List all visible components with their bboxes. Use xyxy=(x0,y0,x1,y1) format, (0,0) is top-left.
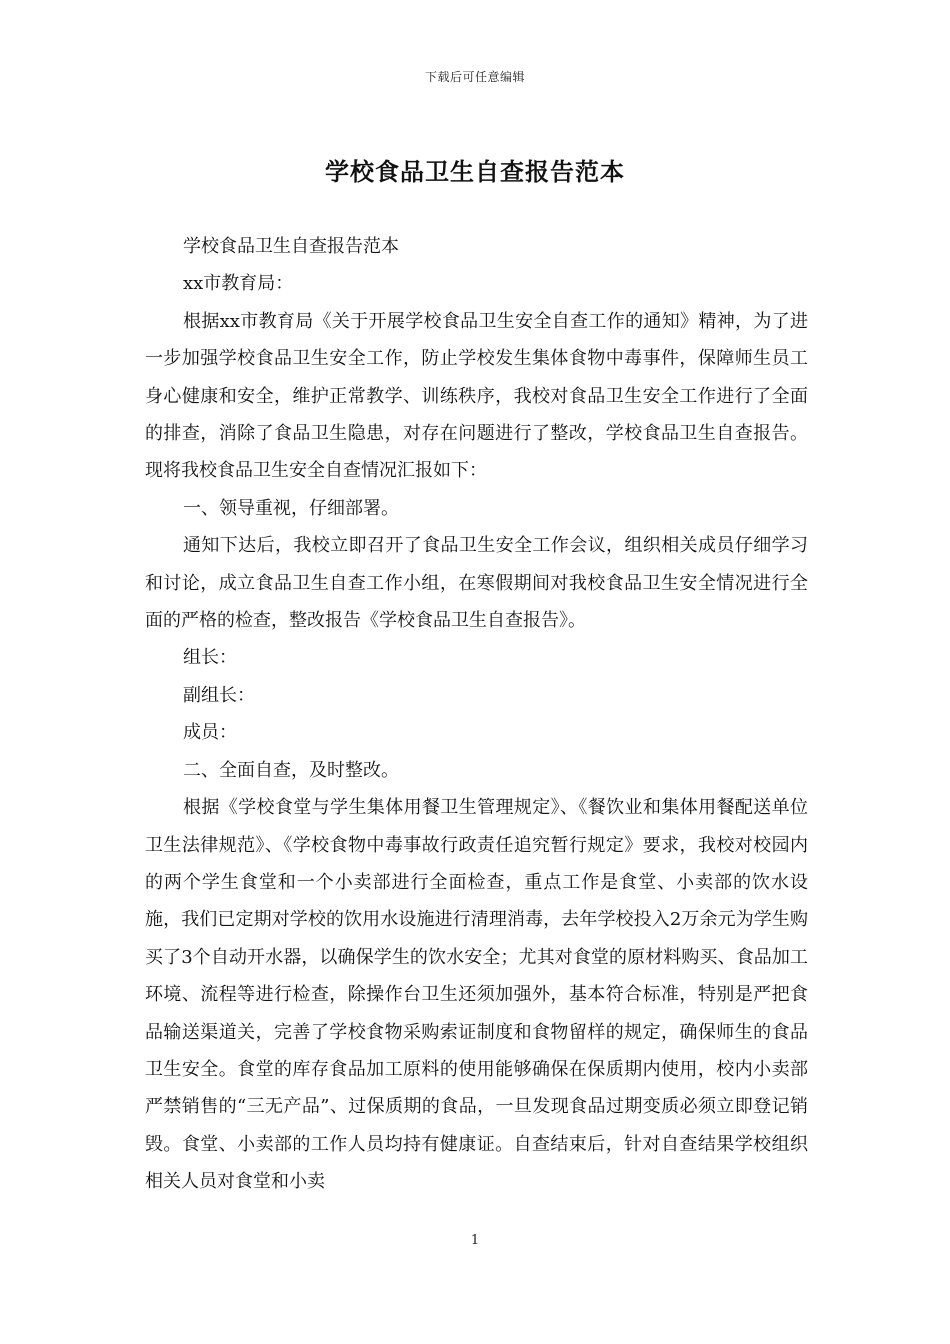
paragraph-section-2: 根据《学校食堂与学生集体用餐卫生管理规定》、《餐饮业和集体用餐配送单位卫生法律规范》、《学校食物中毒事故行政责任追究暂行规定》要求，我校对校园内的两个学生食堂和一个小卖部进行全面检查，重点工作是食堂、小卖部的饮水设施，我们已定期对学校的饮用水设施进行清理消毒，去年学校投入2万余元为学生购买了3个自动开水器，以确保学生的饮水安全；尤其对食堂的原材料购买、食品加工环境、流程等进行检查，除操作台卫生还须加强外，基本符合标准，特别是严把食品输送渠道关，完善了学校食物采购索证制度和食物留样的规定，确保师生的食品卫生安全。食堂的库存食品加工原料的使用能够确保在保质期内使用，校内小卖部严禁销售的“三无产品”、过保质期的食品，一旦发现食品过期变质必须立即登记销毁。食堂、小卖部的工作人员均持有健康证。自查结束后，针对自查结果学校组织相关人员对食堂和小卖 xyxy=(145,797,808,1193)
document-body xyxy=(145,228,808,1201)
paragraph-section-1: 通知下达后，我校立即召开了食品卫生安全工作会议，组织相关成员仔细学习和讨论，成立食品卫生自查工作小组，在寒假期间对我校食品卫生安全情况进行全面的严格的检查，整改报告《学校食品卫生自查报告》。 xyxy=(145,535,808,632)
header-note: 下载后可任意编辑 xyxy=(424,70,525,84)
paragraph-subtitle: 学校食品卫生自查报告范本 xyxy=(183,236,399,257)
page-number: 1 xyxy=(470,1233,480,1248)
paragraph-intro: 根据xx市教育局《关于开展学校食品卫生安全自查工作的通知》精神，为了进一步加强学校食品卫生安全工作，防止学校发生集体食物中毒事件，保障师生员工身心健康和安全，维护正常教学、训练秩序，我校对食品卫生安全工作进行了全面的排查，消除了食品卫生隐患，对存在问题进行了整改，学校食品卫生自查报告。现将我校食品卫生安全自查情况汇报如下： xyxy=(145,310,808,482)
document-title: 学校食品卫生自查报告范本 xyxy=(325,157,625,186)
label-members: 成员： xyxy=(183,722,237,744)
section-heading-2: 二、全面自查，及时整改。 xyxy=(183,759,399,781)
label-group-leader: 组长： xyxy=(183,647,237,669)
paragraph-recipient: xx市教育局： xyxy=(183,273,294,295)
label-deputy-leader: 副组长： xyxy=(183,684,255,706)
section-heading-1: 一、领导重视，仔细部署。 xyxy=(183,497,399,519)
